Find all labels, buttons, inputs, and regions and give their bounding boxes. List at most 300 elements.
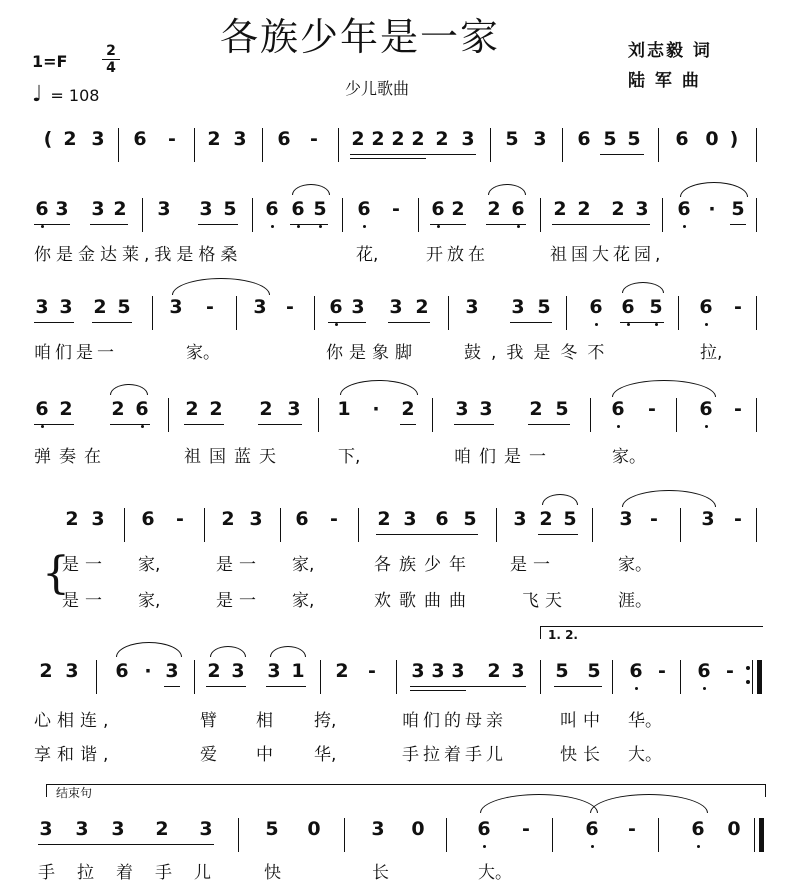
bar-line bbox=[358, 508, 359, 542]
lyric-text: 大。 bbox=[478, 863, 512, 883]
note: 2 bbox=[553, 198, 567, 220]
octave-dot bbox=[517, 225, 520, 228]
bar-line bbox=[680, 660, 681, 694]
lyric-text: 家, bbox=[138, 591, 161, 611]
underline-beam bbox=[258, 424, 302, 425]
note: - bbox=[392, 198, 400, 220]
bar-line bbox=[446, 818, 447, 852]
lyric-text: 臂 bbox=[200, 711, 217, 731]
underline-beam bbox=[34, 224, 70, 225]
bar-line bbox=[658, 128, 659, 162]
octave-dot bbox=[627, 323, 630, 326]
note: - bbox=[734, 398, 742, 420]
note: - bbox=[368, 660, 376, 682]
bar-line bbox=[318, 398, 319, 432]
note: 3 bbox=[701, 508, 715, 530]
bar-line bbox=[612, 660, 613, 694]
note: 3 bbox=[411, 660, 425, 682]
note: - bbox=[330, 508, 338, 530]
lyric-text: 心相连, bbox=[34, 711, 115, 731]
bar-line bbox=[142, 198, 143, 232]
bar-line bbox=[756, 198, 757, 232]
octave-dot bbox=[319, 225, 322, 228]
note: 5 bbox=[265, 818, 279, 840]
note: - bbox=[310, 128, 318, 150]
bar-line bbox=[680, 508, 681, 542]
volta-label: 1. 2. bbox=[548, 628, 578, 642]
lyric-text: 相 bbox=[256, 711, 273, 731]
lyric-text: 你是金达莱,我是格桑 bbox=[34, 245, 243, 265]
lyric-text: 家。 bbox=[186, 343, 220, 363]
note: 2 bbox=[487, 198, 501, 220]
bar-line bbox=[676, 398, 677, 432]
bar-line bbox=[756, 128, 757, 162]
underline-beam bbox=[198, 224, 238, 225]
note: 3 bbox=[619, 508, 633, 530]
note: 2 bbox=[371, 128, 385, 150]
octave-dot bbox=[335, 323, 338, 326]
octave-dot bbox=[635, 687, 638, 690]
note: - bbox=[286, 296, 294, 318]
bar-line bbox=[168, 398, 169, 432]
note: 3 bbox=[431, 660, 445, 682]
tempo-value: = 108 bbox=[50, 86, 100, 105]
note: 3 bbox=[75, 818, 89, 840]
song-title: 各族少年是一家 bbox=[220, 15, 501, 59]
note: 0 bbox=[307, 818, 321, 840]
score-row-intro bbox=[0, 128, 801, 188]
underline-beam bbox=[430, 224, 466, 225]
ending-label: 结束句 bbox=[56, 786, 93, 800]
note: 2 bbox=[221, 508, 235, 530]
note: 3 bbox=[461, 128, 475, 150]
song-subtitle: 少儿歌曲 bbox=[345, 79, 410, 98]
lyric-text: 咱们的母亲 bbox=[402, 711, 507, 731]
underline-beam bbox=[290, 224, 328, 225]
underline-beam bbox=[184, 424, 224, 425]
note: ) bbox=[729, 128, 739, 150]
octave-dot bbox=[141, 425, 144, 428]
lyric-text: 下, bbox=[338, 447, 361, 467]
note: 3 bbox=[635, 198, 649, 220]
note: 3 bbox=[91, 198, 105, 220]
lyric-text: 大。 bbox=[628, 745, 662, 765]
octave-dot bbox=[591, 845, 594, 848]
note: 2 bbox=[209, 398, 223, 420]
note: 2 bbox=[185, 398, 199, 420]
note: 2 bbox=[411, 128, 425, 150]
note: 3 bbox=[371, 818, 385, 840]
bar-line bbox=[552, 818, 553, 852]
note: ( bbox=[43, 128, 53, 150]
note: 3 bbox=[479, 398, 493, 420]
underline-beam bbox=[92, 322, 132, 323]
note: 3 bbox=[165, 660, 179, 682]
note: 5 bbox=[505, 128, 519, 150]
note: 2 bbox=[93, 296, 107, 318]
slur-arc bbox=[116, 642, 182, 657]
note: 2 bbox=[113, 198, 127, 220]
note: 6 bbox=[511, 198, 525, 220]
note: 2 bbox=[539, 508, 553, 530]
slur-arc bbox=[622, 490, 716, 507]
note: - bbox=[726, 660, 734, 682]
note: 6 bbox=[611, 398, 625, 420]
note: 2 bbox=[63, 128, 77, 150]
lyric-text: 咱们是一 bbox=[454, 447, 554, 467]
lyric-text: 挎, bbox=[314, 711, 337, 731]
bar-line bbox=[562, 128, 563, 162]
lyric-text: 涯。 bbox=[618, 591, 652, 611]
note: 3 bbox=[157, 198, 171, 220]
underline-beam bbox=[510, 322, 552, 323]
note: 3 bbox=[199, 818, 213, 840]
note: 2 bbox=[577, 198, 591, 220]
lyric-text: 快长 bbox=[560, 745, 606, 765]
slur-arc bbox=[270, 646, 306, 657]
lyric-text: 家, bbox=[292, 591, 315, 611]
note: 3 bbox=[533, 128, 547, 150]
bar-line bbox=[432, 398, 433, 432]
lyric-text: 长 bbox=[372, 863, 389, 883]
time-signature-top: 2 bbox=[106, 43, 116, 59]
note: 3 bbox=[231, 660, 245, 682]
note: 5 bbox=[313, 198, 327, 220]
bar-line bbox=[540, 660, 541, 694]
underline-beam bbox=[110, 424, 150, 425]
lyric-text: 是一 bbox=[216, 591, 262, 611]
bar-line bbox=[342, 198, 343, 232]
note: 6 bbox=[699, 296, 713, 318]
bar-line bbox=[448, 296, 449, 330]
note: 6 bbox=[329, 296, 343, 318]
underline-beam bbox=[38, 844, 214, 845]
underline-beam bbox=[34, 424, 74, 425]
note: 5 bbox=[555, 660, 569, 682]
bar-line bbox=[314, 296, 315, 330]
bar-line bbox=[124, 508, 125, 542]
note: 2 bbox=[155, 818, 169, 840]
lyric-text: 手拉着手儿 bbox=[38, 863, 233, 883]
underline-beam bbox=[552, 224, 650, 225]
note: 2 bbox=[207, 660, 221, 682]
bar-line bbox=[490, 128, 491, 162]
underline-beam bbox=[486, 224, 526, 225]
octave-dot bbox=[297, 225, 300, 228]
note: 6 bbox=[621, 296, 635, 318]
repeat-dot bbox=[746, 666, 750, 670]
note: 5 bbox=[537, 296, 551, 318]
score-row-5 bbox=[0, 660, 801, 720]
underline-beam bbox=[600, 154, 644, 155]
note: 3 bbox=[55, 198, 69, 220]
note: 6 bbox=[115, 660, 129, 682]
note: 2 bbox=[451, 198, 465, 220]
underline-beam bbox=[206, 686, 246, 687]
octave-dot bbox=[705, 323, 708, 326]
underline-beam bbox=[528, 424, 570, 425]
note: 2 bbox=[65, 508, 79, 530]
underline-beam bbox=[400, 424, 416, 425]
note: 3 bbox=[91, 128, 105, 150]
note: 6 bbox=[35, 198, 49, 220]
octave-dot bbox=[705, 425, 708, 428]
lyric-text: 家, bbox=[138, 555, 161, 575]
octave-dot bbox=[595, 323, 598, 326]
note: - bbox=[658, 660, 666, 682]
note: 2 bbox=[435, 128, 449, 150]
lyric-text: 是一 bbox=[62, 555, 108, 575]
note: 3 bbox=[65, 660, 79, 682]
octave-dot bbox=[271, 225, 274, 228]
note: 6 bbox=[697, 660, 711, 682]
note: 2 bbox=[377, 508, 391, 530]
octave-dot bbox=[617, 425, 620, 428]
final-bar-line bbox=[759, 818, 764, 852]
composer-credit: 陆 军 曲 bbox=[628, 71, 701, 91]
lyric-text: 弹奏在 bbox=[34, 447, 109, 467]
octave-dot bbox=[363, 225, 366, 228]
slur-arc bbox=[340, 380, 418, 395]
underline-beam bbox=[730, 224, 746, 225]
note: 2 bbox=[415, 296, 429, 318]
underline-beam bbox=[164, 686, 180, 687]
note: 3 bbox=[39, 818, 53, 840]
note: - bbox=[628, 818, 636, 840]
note: 2 bbox=[529, 398, 543, 420]
lyric-text: 华, bbox=[314, 745, 337, 765]
bar-line bbox=[658, 818, 659, 852]
bar-line bbox=[344, 818, 345, 852]
note: 5 bbox=[603, 128, 617, 150]
note: 2 bbox=[39, 660, 53, 682]
bar-line bbox=[756, 398, 757, 432]
slur-arc bbox=[110, 384, 148, 395]
note: 6 bbox=[677, 198, 691, 220]
tempo-marking bbox=[32, 82, 99, 107]
slur-arc bbox=[542, 494, 578, 505]
bar-line bbox=[754, 818, 755, 852]
lyric-text: 咱们是一 bbox=[34, 343, 118, 363]
lyric-text: 你是象脚 bbox=[326, 343, 418, 363]
bar-line bbox=[252, 198, 253, 232]
note: 5 bbox=[649, 296, 663, 318]
note: 3 bbox=[199, 198, 213, 220]
note: 5 bbox=[555, 398, 569, 420]
note: 6 bbox=[295, 508, 309, 530]
note: 3 bbox=[249, 508, 263, 530]
slur-arc bbox=[172, 278, 270, 295]
bar-line bbox=[238, 818, 239, 852]
note: 3 bbox=[451, 660, 465, 682]
note: - bbox=[650, 508, 658, 530]
bar-line bbox=[194, 128, 195, 162]
bar-line bbox=[756, 508, 757, 542]
lyric-text: 中 bbox=[256, 745, 273, 765]
note: · bbox=[708, 198, 716, 220]
time-signature bbox=[102, 44, 120, 75]
note: 2 bbox=[611, 198, 625, 220]
lyric-text: 手拉着手儿 bbox=[402, 745, 507, 765]
bar-line bbox=[678, 296, 679, 330]
bar-line bbox=[204, 508, 205, 542]
bar-line bbox=[418, 198, 419, 232]
note: 3 bbox=[91, 508, 105, 530]
note: 6 bbox=[589, 296, 603, 318]
slur-arc bbox=[612, 380, 716, 397]
underline-beam bbox=[454, 424, 494, 425]
lyric-text: 欢歌曲曲 bbox=[374, 591, 474, 611]
note: 1 bbox=[337, 398, 351, 420]
note: 2 bbox=[351, 128, 365, 150]
lyric-text: 开放在 bbox=[426, 245, 489, 265]
note: 3 bbox=[287, 398, 301, 420]
score-row-3 bbox=[0, 398, 801, 458]
bar-line bbox=[396, 660, 397, 694]
note: 3 bbox=[233, 128, 247, 150]
note: 3 bbox=[267, 660, 281, 682]
lyric-text: 花, bbox=[356, 245, 379, 265]
slur-arc bbox=[622, 282, 664, 293]
note: - bbox=[168, 128, 176, 150]
underline-beam bbox=[328, 322, 366, 323]
bar-line bbox=[152, 296, 153, 330]
note: 6 bbox=[699, 398, 713, 420]
lyric-text: 飞天 bbox=[522, 591, 568, 611]
key-signature: 1=F bbox=[32, 52, 68, 71]
underline-beam bbox=[376, 534, 478, 535]
repeat-bar-line bbox=[757, 660, 762, 694]
underline-beam bbox=[388, 322, 430, 323]
note: 2 bbox=[111, 398, 125, 420]
lyric-text: 家, bbox=[292, 555, 315, 575]
lyric-text: 鼓,我是冬不 bbox=[464, 343, 615, 363]
note: 2 bbox=[59, 398, 73, 420]
note: 5 bbox=[731, 198, 745, 220]
note: 3 bbox=[403, 508, 417, 530]
note: 6 bbox=[629, 660, 643, 682]
note: 5 bbox=[463, 508, 477, 530]
note: 6 bbox=[477, 818, 491, 840]
octave-dot bbox=[697, 845, 700, 848]
note: 2 bbox=[401, 398, 415, 420]
octave-dot bbox=[655, 323, 658, 326]
note: 6 bbox=[431, 198, 445, 220]
lyric-text: 华。 bbox=[628, 711, 662, 731]
note: 6 bbox=[277, 128, 291, 150]
lyric-text: 爱 bbox=[200, 745, 217, 765]
octave-dot bbox=[703, 687, 706, 690]
bar-line bbox=[590, 398, 591, 432]
repeat-dot bbox=[746, 680, 750, 684]
note: 6 bbox=[357, 198, 371, 220]
lyric-text: 祖国大花园, bbox=[550, 245, 665, 265]
bar-line bbox=[320, 660, 321, 694]
lyricist-credit: 刘志毅 词 bbox=[628, 41, 712, 61]
quarter-note-icon: ♩ bbox=[32, 82, 43, 107]
slur-arc bbox=[210, 646, 246, 657]
bar-line bbox=[566, 296, 567, 330]
lyric-text: 祖国蓝天 bbox=[184, 447, 284, 467]
note: 3 bbox=[465, 296, 479, 318]
octave-dot bbox=[41, 225, 44, 228]
lyric-text: 各族少年 bbox=[374, 555, 474, 575]
lyric-text: 快 bbox=[264, 863, 281, 883]
time-signature-bottom: 4 bbox=[106, 60, 116, 76]
note: 5 bbox=[587, 660, 601, 682]
note: 3 bbox=[59, 296, 73, 318]
note: 0 bbox=[411, 818, 425, 840]
underline-beam bbox=[350, 158, 426, 159]
underline-beam bbox=[620, 322, 664, 323]
underline-beam bbox=[554, 686, 602, 687]
bar-line bbox=[236, 296, 237, 330]
note: 3 bbox=[513, 508, 527, 530]
bar-line bbox=[118, 128, 119, 162]
bar-line bbox=[96, 660, 97, 694]
lyric-text: 叫中 bbox=[560, 711, 606, 731]
note: - bbox=[522, 818, 530, 840]
bar-line bbox=[592, 508, 593, 542]
note: 0 bbox=[727, 818, 741, 840]
note: · bbox=[372, 398, 380, 420]
note: · bbox=[144, 660, 152, 682]
bar-line bbox=[662, 198, 663, 232]
note: 3 bbox=[253, 296, 267, 318]
note: 3 bbox=[511, 296, 525, 318]
note: 3 bbox=[511, 660, 525, 682]
note: 6 bbox=[675, 128, 689, 150]
octave-dot bbox=[683, 225, 686, 228]
underline-beam bbox=[410, 686, 526, 687]
note: 5 bbox=[117, 296, 131, 318]
underline-beam bbox=[538, 534, 578, 535]
octave-dot bbox=[41, 425, 44, 428]
note: - bbox=[734, 296, 742, 318]
lyric-text: 拉, bbox=[700, 343, 723, 363]
note: 0 bbox=[705, 128, 719, 150]
note: 2 bbox=[335, 660, 349, 682]
note: 6 bbox=[133, 128, 147, 150]
bar-line bbox=[194, 660, 195, 694]
note: 6 bbox=[585, 818, 599, 840]
note: 2 bbox=[487, 660, 501, 682]
bar-line bbox=[756, 296, 757, 330]
octave-dot bbox=[437, 225, 440, 228]
verse-brace: { bbox=[42, 548, 70, 599]
note: 6 bbox=[265, 198, 279, 220]
bar-line bbox=[338, 128, 339, 162]
note: 6 bbox=[35, 398, 49, 420]
note: 6 bbox=[291, 198, 305, 220]
note: 3 bbox=[351, 296, 365, 318]
note: 5 bbox=[223, 198, 237, 220]
underline-beam bbox=[410, 690, 466, 691]
lyric-text: 是一 bbox=[62, 591, 108, 611]
lyric-text: 是一 bbox=[510, 555, 556, 575]
note: 6 bbox=[135, 398, 149, 420]
note: 3 bbox=[455, 398, 469, 420]
note: 3 bbox=[35, 296, 49, 318]
bar-line bbox=[496, 508, 497, 542]
note: - bbox=[648, 398, 656, 420]
note: 3 bbox=[111, 818, 125, 840]
note: - bbox=[734, 508, 742, 530]
note: - bbox=[206, 296, 214, 318]
note: 6 bbox=[577, 128, 591, 150]
note: 2 bbox=[207, 128, 221, 150]
note: 2 bbox=[391, 128, 405, 150]
